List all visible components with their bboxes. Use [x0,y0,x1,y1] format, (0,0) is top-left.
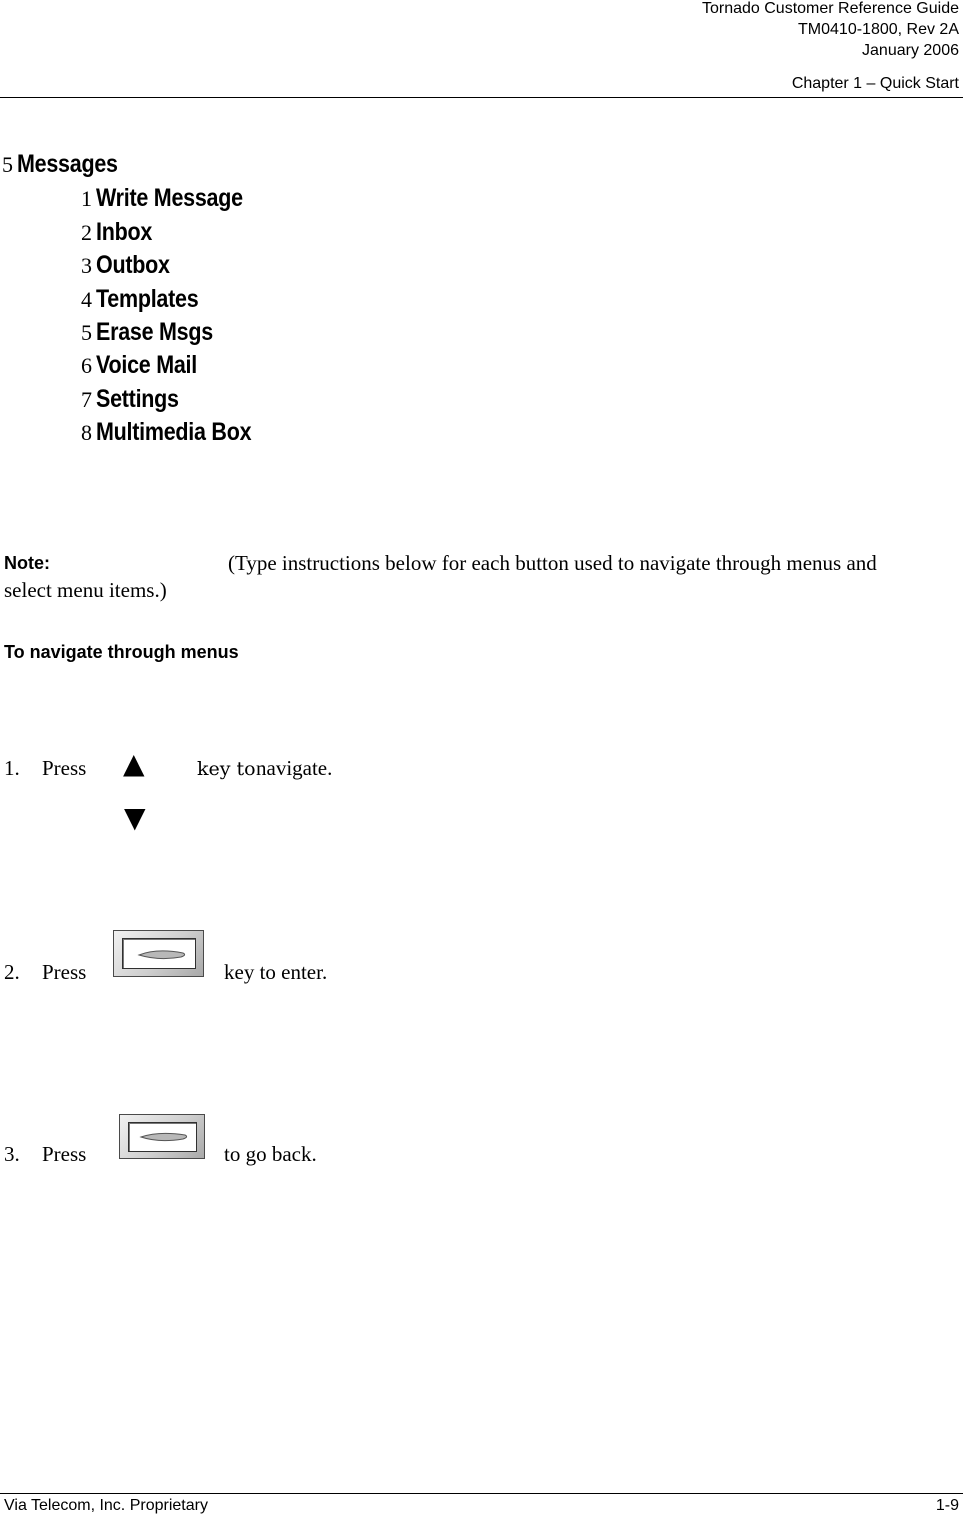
menu-item [81,253,182,278]
menu-item [81,320,232,345]
menu-item-number: 7 [81,387,92,412]
softkey-mark-icon [129,1123,198,1153]
menu-item-number: 8 [81,420,92,445]
softkey-icon [113,930,204,977]
step-press-label: Press [42,1142,87,1166]
step-press-label: Press [42,756,87,780]
softkey-icon [119,1114,205,1159]
menu-item [81,353,213,378]
down-arrow-icon: ▼ [124,801,146,834]
menu-item [81,220,161,245]
up-arrow-icon: ▲ [123,747,145,780]
menu-item-number: 6 [81,353,92,378]
note-text-line2: select menu items.) [4,578,167,602]
footer-page-number: 1-9 [935,1497,959,1514]
menu-parent-number: 5 [2,152,13,177]
step-tail: to go back. [224,1142,317,1166]
menu-item-label: Outbox [96,251,170,279]
menu-item [81,287,215,312]
chapter-title: Chapter 1 – Quick Start [791,75,959,92]
softkey-face [128,1122,197,1152]
menu-item-label: Voice Mail [96,351,197,379]
menu-item-number: 5 [81,320,92,345]
step-number: 3. [4,1142,20,1166]
menu-item-label: Erase Msgs [96,318,213,346]
menu-parent [2,152,134,177]
step-number: 1. [4,756,20,780]
menu-item-label: Multimedia Box [96,418,252,446]
doc-title: Tornado Customer Reference Guide [701,0,959,17]
softkey-face [122,938,196,969]
menu-item-number: 3 [81,253,92,278]
step-tail: navigate. [256,756,333,780]
menu-item-label: Settings [96,385,179,413]
footer-left: Via Telecom, Inc. Proprietary [4,1497,208,1514]
menu-item [81,387,192,412]
menu-item-number: 2 [81,220,92,245]
menu-item-label: Inbox [96,218,153,246]
menu-item-label: Write Message [96,184,243,212]
menu-item-label: Templates [96,285,199,313]
step-press-label: Press [42,960,87,984]
section-heading: To navigate through menus [4,642,239,662]
doc-date: January 2006 [862,42,959,59]
step-number: 2. [4,960,20,984]
menu-item-number: 4 [81,287,92,312]
header-divider [0,97,963,98]
menu-item-number: 1 [81,186,92,211]
doc-number: TM0410-1800, Rev 2A [798,21,959,38]
menu-item [81,420,277,445]
step-tail: key to enter. [224,960,328,984]
menu-item [81,186,267,211]
softkey-mark-icon [123,939,197,970]
step-key-prefix: key to [197,758,256,780]
footer-divider [0,1493,963,1494]
note-label: Note: [4,553,50,573]
menu-parent-label: Messages [17,150,118,178]
note-text-line1: (Type instructions below for each button used to navigate through menus and [228,551,877,575]
